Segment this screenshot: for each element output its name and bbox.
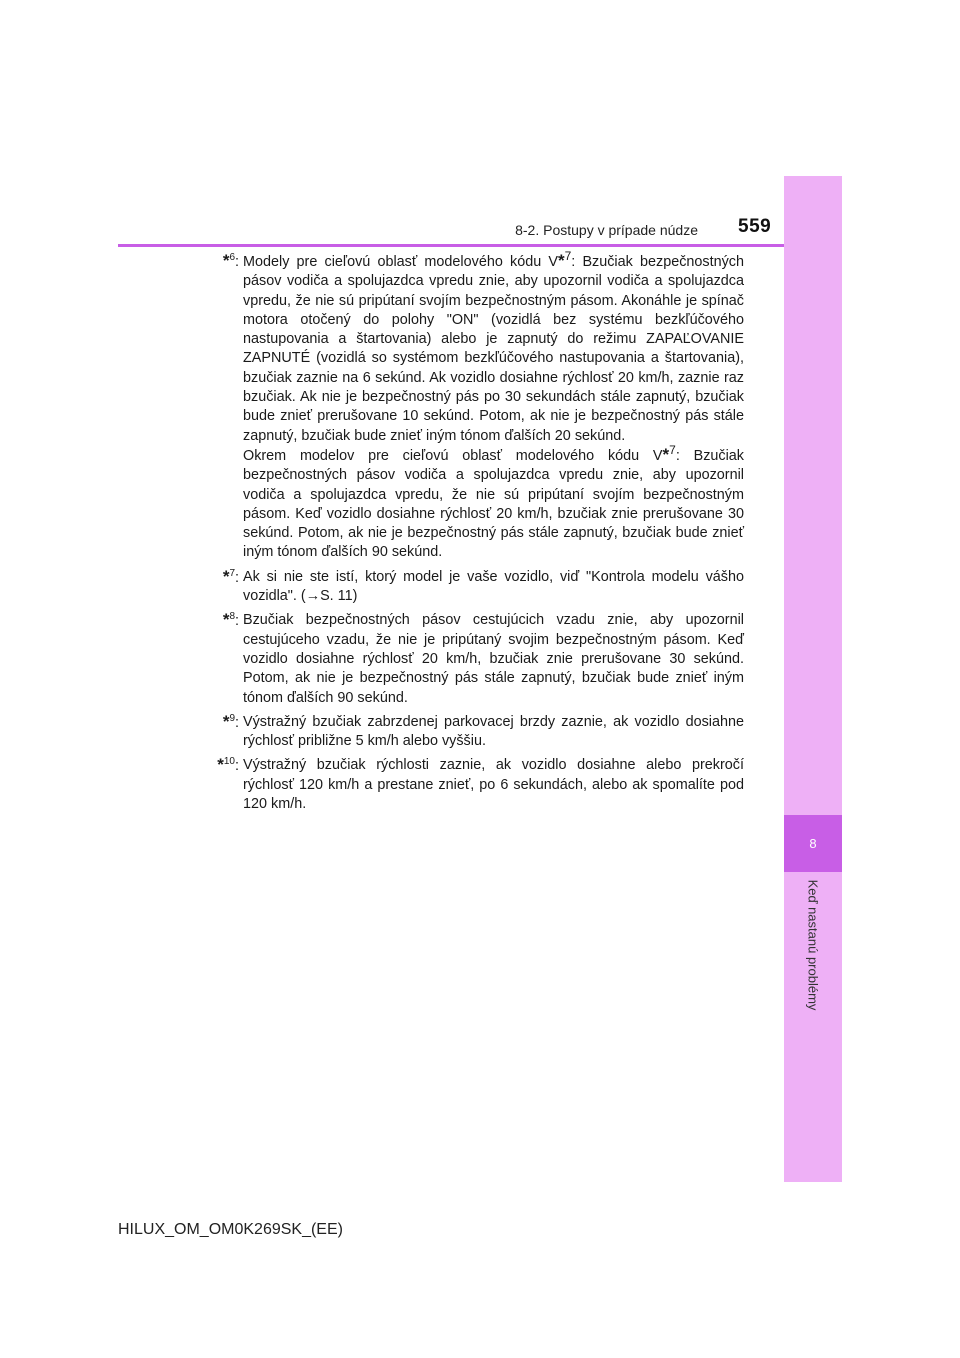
footnote-number: 8 [229,611,235,623]
asterisk-icon: * [222,610,230,630]
asterisk-icon: * [662,444,670,464]
footnote-body [243,713,744,752]
footnote-text: Modely pre cieľovú oblasť modelového kódu V [243,254,558,270]
footnote-text: Bzučiak bezpečnostných pásov cestujúcich vzadu znie, aby upozornil cestujúceho vzadu, že nie je pripútaný svojim bezpečnostným pásom. Keď vozidlo dosiahne rýchlosť 20 km/h, bzučiak znie prerušovane 30 sekúnd. Potom, ak nie je bezpečnostný pás stále zapnutý, bzučiak bude znieť iným tónom ďalších 90 sekúnd. [243,612,744,706]
header-rule [118,244,784,247]
footnote-text: Výstražný bzučiak zabrzdenej parkovacej brzdy zaznie, ak vozidlo dosiahne rýchlosť približne 5 km/h alebo vyššiu. [243,713,744,750]
chapter-number-tab [784,815,842,872]
footnote-body [243,611,744,707]
asterisk-icon: * [222,566,230,586]
footnote-marker: *$^7$: [222,566,243,586]
footnote-body [243,249,744,563]
chapter-number: 8 [809,836,817,851]
footnote-reference: 7 [669,442,676,457]
footnote-text: Výstražný bzučiak rýchlosti zaznie, ak vozidlo dosiahne alebo prekročí rýchlosť 120 km/h a prestane znieť, po 6 sekundách, alebo ak spomalíte pod 120 km/h. [243,757,744,813]
footnote-text: Okrem modelov pre cieľovú oblasť modelového kódu V [243,447,663,464]
footnote-marker: *$^8$: [222,610,243,630]
asterisk-icon: * [217,755,224,775]
footnote-number: 6 [229,252,235,263]
footnote-text: : Bzučiak bezpečnostných pásov vodiča a spolujazdca vpredu znie, aby upozornil vodiča a spolujazdca vpredu, že nie sú pripútaní svojím bezpečnostným pásom. Keď vozidlo dosiahne rýchlosť 20 km/h, bzučiak znie prerušovane 30 sekúnd. Potom, ak nie je bezpečnostný pás stále zapnutý, bzučiak bude znieť iným tónom ďalších 90 sekúnd. [243,447,744,561]
footnote-marker: *$^{10}$: [217,755,243,775]
footnote-body [243,756,744,814]
section-title: 8-2. Postupy v prípade núdze [515,222,698,238]
footnote-text: : Bzučiak bezpečnostných pásov vodiča a spolujazdca vpredu znie, aby upozornil vodiča a spolujazdca vpredu, že nie sú pripútaní svojím bezpečnostným pásom. Akonáhle je spínač motora otočený do polohy "ON" (vozidlá bez systému bezkľúčového nastupovania a štartovania) alebo je zapnutý do režimu ZAPAĽOVANIE ZAPNUTÉ (vozidlá so systémom bezkľúčového nastupovania a štartovania), bzučiak zaznie na 6 sekúnd. Ak vozidlo dosiahne rýchlosť 20 km/h, zaznie raz bzučiak. Ak nie je bezpečnostný pás po 30 sekundách stále zapnutý, bzučiak bude znieť prerušovane 10 sekúnd. Potom, ak nie je bezpečnostný pás stále zapnutý, bzučiak bude znieť iným tónom ďalších 20 sekúnd. [243,254,744,444]
footnote-number: 10 [223,756,235,768]
footnote-9 [210,713,744,752]
page-number: 559 [738,216,772,237]
chapter-title: Keď nastanú problémy [805,879,821,1011]
footnotes [210,249,744,819]
footnote-number: 7 [229,567,235,579]
footnote-marker: *$^6$: [222,251,243,270]
footnote-paragraph [243,249,744,446]
footnote-body [243,568,744,607]
chapter-side-tab [784,176,842,1182]
footnote-reference: 7 [564,249,572,263]
document-code: HILUX_OM_OM0K269SK_(EE) [118,1221,343,1238]
asterisk-icon: * [557,251,565,270]
footnote-6 [210,249,744,563]
footnote-number: 9 [229,712,235,724]
asterisk-icon: * [222,711,230,731]
footnote-text: Ak si nie ste istí, ktorý model je vaše vozidlo, viď "Kontrola modelu vášho vozidla". (→S. 11) [243,568,744,605]
footnote-marker: *$^9$: [222,711,243,731]
footnote-7 [210,568,744,607]
footnote-10 [210,756,744,814]
footnote-8 [210,611,744,707]
footnote-paragraph [243,442,744,563]
asterisk-icon: * [222,251,230,270]
